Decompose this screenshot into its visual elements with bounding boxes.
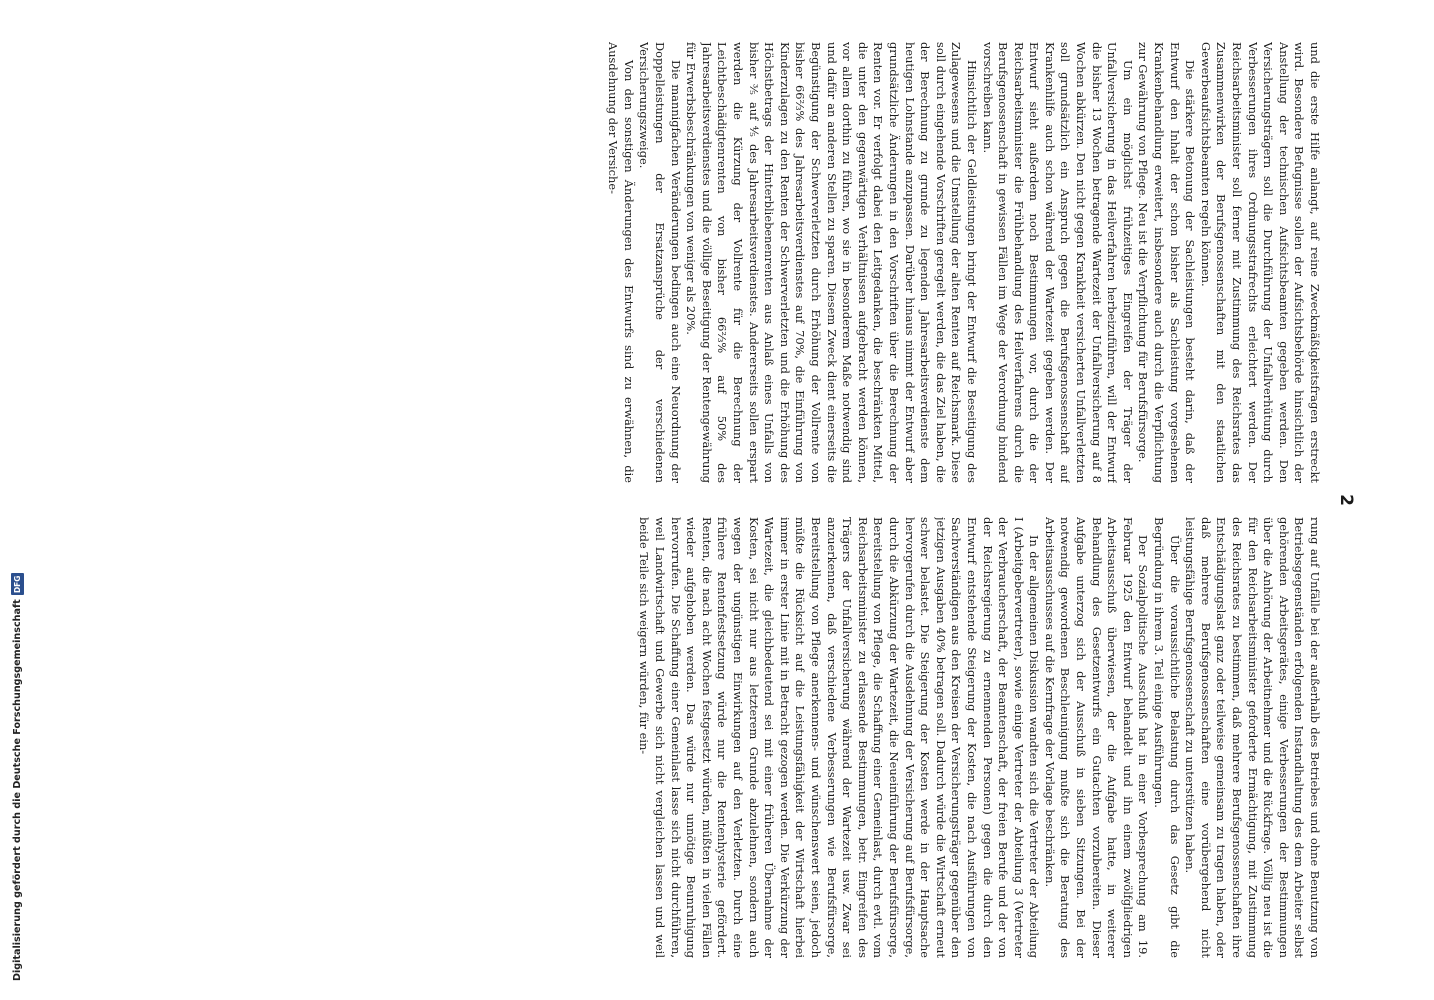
dfg-logo-icon: DFG: [11, 573, 24, 595]
left-column: [102, 42, 1322, 483]
right-column: [102, 517, 1322, 958]
text-columns: [102, 42, 1322, 958]
credit-text: Digitalisierung gefördert durch die Deutsche Forschungsgemeinschaft: [12, 599, 23, 981]
paragraph: Der Sozialpolitische Ausschuß hat in einer Vorbesprechung am 19. Februar 1925 den Entwurf behandelt und ihn einem zwölfgliedrigen Arbeitsausschuß überwiesen, der die Aufgabe hatte, in weiterer Behandlung des Gesetzentwurfs ein Gutachten vorzubereiten. Dieser Aufgabe unterzog sich der Ausschuß in sieben Sitzungen. Bei der notwendig gewordenen Beschleunigung mußte sich die Beratung des Arbeitsausschusses auf die Kernfrage der Vorlage beschränken.: [1042, 517, 1151, 958]
digitization-credit: [0, 0, 22, 1000]
paragraph: Hinsichtlich der Geldleistungen bringt der Entwurf die Beseitigung des Zulagewesens und die Umstellung der alten Renten auf Reichsmark. Diese soll durch eingehende Vorschriften geregelt werden, die das Ziel haben, die der Berechnung zu grunde zu legenden Jahresarbeitsverdienste dem heutigen Lohnstande anzupassen. Darüber hinaus nimmt der Entwurf aber grundsätzliche Änderungen in den Vorschriften über die Berechnung der Renten vor. Er verfolgt dabei den Leitgedanken, die beschränkten Mittel, die unter den gegenwärtigen Verhältnissen aufgebracht werden können, vor allem dorthin zu führen, wo sie in besonderem Maße notwendig sind und dafür an anderen Stellen zu sparen. Diesem Zweck dient einerseits die Begünstigung der Schwerverletzten durch Erhöhung der Vollrente von bisher 66⅔% des Jahresarbeitsverdienstes auf 70%, die Einführung von Kinderzulagen zu den Renten der Schwerverletzten und die Erhöhung des Höchstbetrags der Hinterbliebenenrenten aus Anlaß eines Unfalls von bisher ⅗ auf ⅘ des Jahresarbeitsverdienstes. Andererseits sollen erspart werden die Kürzung der Vollrente für die Berechnung der Leichtbeschädigtenrenten von bisher 66⅔% auf 50% des Jahresarbeitsverdienstes und die völlige Beseitigung der Rentengewährung für Erwerbsbeschränkungen von weniger als 20%.: [684, 42, 979, 483]
paragraph: In der allgemeinen Diskussion wandten sich die Vertreter der Abteilung I (Arbeitgebervertreter), sowie einige Vertreter der Abteilung 3 (Vertreter der Verbraucherschaft, der Beamtenschaft, der freien Berufe und der von der Reichsregierung zu ernennenden Personen) gegen die durch den Entwurf entstehende Steigerung der Kosten, die nach Ausführungen von Sachverständigen aus den Kreisen der Versicherungsträger gegenüber den jetzigen Ausgaben 40% betragen soll. Dadurch würde die Wirtschaft erneut schwer belastet. Die Steigerung der Kosten werde in der Hauptsache hervorgerufen durch die Ausdehnung der Versicherung auf Berufsfürsorge, durch die Abkürzung der Wartezeit, die Neueinführung der Berufsfürsorge, Bereitstellung von Pflege, die Schaffung einer Gemeinlast, durch evtl. vom Reichsarbeitsminister zu erlassende Bestimmungen, betr. Eingreifen des Trägers der Unfallversicherung während der Wartezeit usw. Zwar sei anzuerkennen, daß verschiedene Verbesserungen wie Berufsfürsorge, Bereitstellung von Pflege anerkennens- und wünschenswert seien, jedoch müßte die Rücksicht auf die Leistungsfähigkeit der Wirtschaft hierbei immer in erster Linie mit in Betracht gezogen werden. Die Verkürzung der Wartezeit, die gleichbedeutend sei mit einer früheren Übernahme der Kosten, sei nicht nur aus letzterem Grunde abzulehnen, sondern auch wegen der ungünstigen Einwirkungen auf den Verletzten. Durch eine frühere Rentenfestsetzung würde nur die Rentenhysterie gefördert. Renten, die nach acht Wochen festgesetzt würden, müßten in vielen Fällen wieder aufgehoben werden. Das würde nur unnötige Beunruhigung hervorrufen. Die Schaffung einer Gemeinlast lasse sich nicht durchführen, weil Landwirtschaft und Gewerbe sich nicht vergleichen lassen und weil beide Teile sich weigern würden, für ein-: [637, 517, 1042, 958]
page-number: 2: [1336, 494, 1356, 506]
paragraph: und die erste Hilfe anlangt, auf reine Zweckmäßigkeitsfragen erstreckt wird. Besondere Befugnisse sollen der Aufsichtsbehörde hinsichtlich der Anstellung der technischen Aufsichtsbeamten gegeben werden. Den Versicherungsträgern soll die Durchführung der Unfallverhütung durch Verbesserungen ihres Ordnungsstrafrechts erleichtert werden. Der Reichsarbeitsminister soll ferner mit Zustimmung des Reichsrates das Zusammenwirken der Berufsgenossenschaften mit den staatlichen Gewerbeaufsichtsbeamten regeln können.: [1198, 42, 1322, 483]
paragraph: Über die voraussichtliche Belastung durch das Gesetz gibt die Begründung in ihrem 3. Teil einige Ausführungen.: [1152, 517, 1182, 958]
paragraph: Die stärkere Betonung der Sachleistungen besteht darin, daß der Entwurf den Inhalt der schon bisher als Sachleistung vorgesehenen Krankenbehandlung erweitert, insbesondere auch durch die Verpflichtung zur Gewährung von Pflege. Neu ist die Verpflichtung für Berufsfürsorge.: [1136, 42, 1198, 483]
credit-inner: [11, 573, 24, 981]
paragraph: Um ein möglichst frühzeitiges Eingreifen der Träger der Unfallversicherung in das Heilverfahren herbeizuführen, will der Entwurf die bisher 13 Wochen betragende Wartezeit der Unfallversicherung auf 8 Wochen abkürzen. Den nicht gegen Krankheit versicherten Unfallverletzten soll grundsätzlich ein Anspruch gegen die Berufsgenossenschaft auf Krankenhilfe auch schon während der Wartezeit gegeben werden. Der Entwurf sieht außerdem noch Bestimmungen vor, durch die der Reichsarbeitsminister die Frühbehandlung des Heilverfahrens durch die Berufsgenossenschaft in gewissen Fällen im Wege der Verordnung bindend vorschreiben kann.: [980, 42, 1135, 483]
rotated-page-content: [72, 20, 1362, 980]
paragraph: Die mannigfachen Veränderungen bedingen auch eine Neuordnung der Doppelleistungen der Ersatzansprüche der verschiedenen Versicherungszweige.: [637, 42, 683, 483]
paragraph: Von den sonstigen Änderungen des Entwurfs sind zu erwähnen, die Ausdehnung der Versiche-: [606, 42, 636, 483]
paragraph: rung auf Unfälle bei der außerhalb des Betriebes und ohne Benutzung von Betriebsgegenständen erfolgenden Instandhaltung des dem Arbeiter selbst gehörenden Arbeitsgerätes, einige Verbesserungen der Bestimmungen über die Anhörung der Arbeitnehmer und die Rückfrage. Völlig neu ist die für den Reichsarbeitsminister geforderte Ermächtigung, mit Zustimmung des Reichsrates zu bestimmen, daß mehrere Berufsgenossenschaften ihre Entschädigungslast ganz oder teilweise gemeinsam zu tragen haben, oder daß mehrere Berufsgenossenschaften eine vorübergehend nicht leistungsfähige Berufsgenossenschaft zu unterstützen haben.: [1183, 517, 1322, 958]
